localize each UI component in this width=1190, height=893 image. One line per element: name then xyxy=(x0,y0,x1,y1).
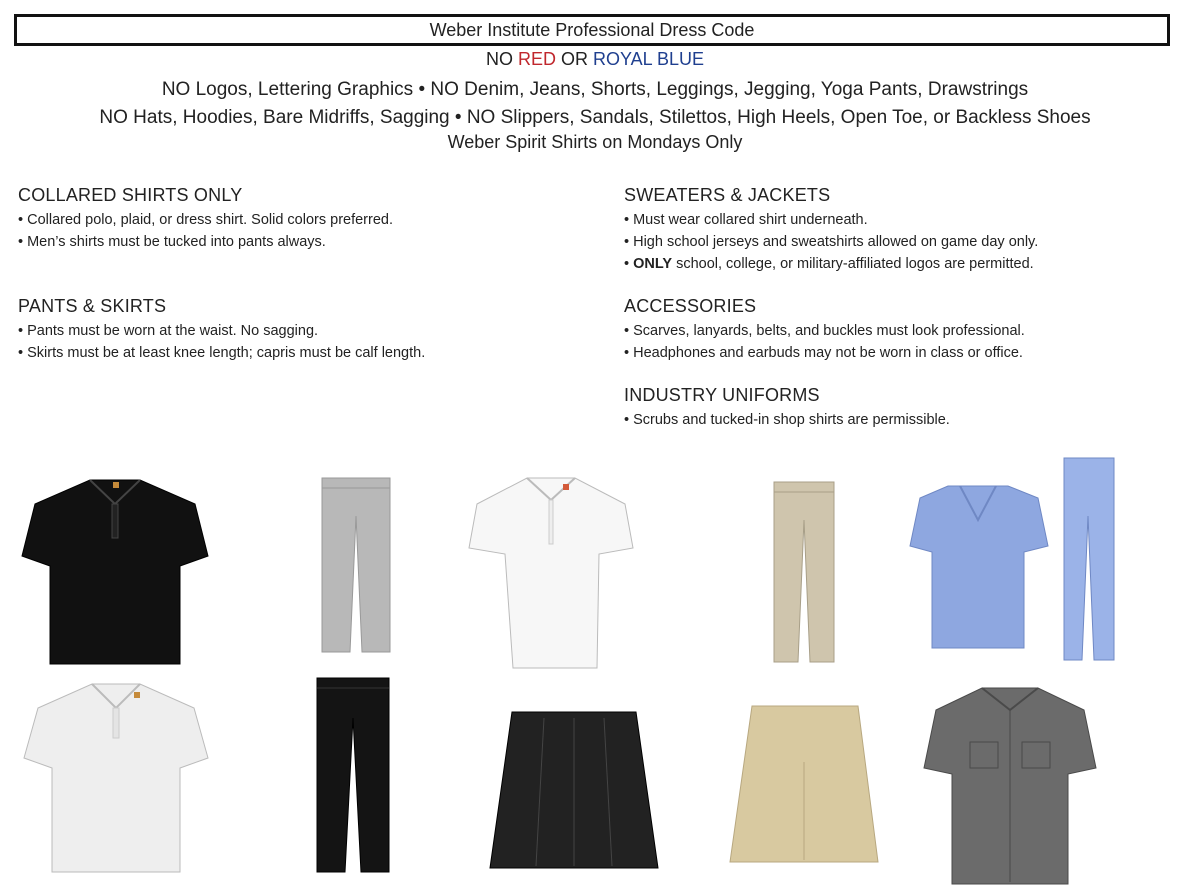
section-sweaters-jackets xyxy=(624,185,1184,275)
bullet-item: • Men’s shirts must be tucked into pants always. xyxy=(18,234,326,250)
section-pants-skirts xyxy=(18,296,578,364)
bullet-text: school, college, or military-affiliated logos are permitted. xyxy=(672,256,1034,272)
khaki-pants-image xyxy=(768,480,840,666)
page-title-box xyxy=(14,14,1170,46)
section-heading: SWEATERS & JACKETS xyxy=(624,185,831,205)
spirit-shirt-line: Weber Spirit Shirts on Mondays Only xyxy=(447,132,743,152)
black-skirt-image xyxy=(488,708,660,872)
white-polo-image xyxy=(22,678,210,876)
bullet-item xyxy=(624,253,1184,275)
black-polo-image xyxy=(20,474,210,674)
restriction-line-logos: NO Logos, Lettering Graphics • NO Denim, Jeans, Shorts, Leggings, Jegging, Yoga Pants, Drawstrings xyxy=(161,79,1029,100)
blue-scrubs-image xyxy=(908,456,1122,668)
bullet-item: • Headphones and earbuds may not be worn in class or office. xyxy=(624,345,1023,361)
section-collared-shirts xyxy=(18,185,578,253)
page-title: Weber Institute Professional Dress Code xyxy=(429,19,755,40)
bullet-item: • Scrubs and tucked-in shop shirts are permissible. xyxy=(624,412,950,428)
color-red-word: RED xyxy=(517,49,556,69)
white-polo-women-image xyxy=(465,472,637,672)
section-heading: ACCESSORIES xyxy=(624,296,757,316)
bullet-item: • Scarves, lanyards, belts, and buckles must look professional. xyxy=(624,323,1025,339)
color-middle: OR xyxy=(555,49,593,69)
restriction-line-hats: NO Hats, Hoodies, Bare Midriffs, Sagging • NO Slippers, Sandals, Stilettos, High Heels, Open Toe, or Backless Shoes xyxy=(99,107,1091,128)
bullet-emphasis: ONLY xyxy=(633,256,673,272)
bullet-item: • Pants must be worn at the waist. No sagging. xyxy=(18,323,319,339)
section-accessories xyxy=(624,296,1184,364)
bullet-item: • Collared polo, plaid, or dress shirt. Solid colors preferred. xyxy=(18,212,393,228)
color-prefix: NO xyxy=(485,49,518,69)
bullet-mark: • xyxy=(624,256,634,272)
khaki-skirt-image xyxy=(728,702,880,866)
grey-pants-image xyxy=(316,476,396,656)
grey-work-shirt-image xyxy=(922,682,1098,888)
bullet-item: • High school jerseys and sweatshirts allowed on game day only. xyxy=(624,234,1039,250)
bullet-item: • Skirts must be at least knee length; capris must be calf length. xyxy=(18,345,426,361)
bullet-item: • Must wear collared shirt underneath. xyxy=(624,212,868,228)
color-restriction-line xyxy=(0,49,1190,70)
color-blue-word: ROYAL BLUE xyxy=(593,49,705,69)
section-heading: PANTS & SKIRTS xyxy=(18,296,167,316)
section-heading: COLLARED SHIRTS ONLY xyxy=(18,185,243,205)
section-heading: INDUSTRY UNIFORMS xyxy=(624,385,820,405)
section-industry-uniforms xyxy=(624,385,1184,431)
black-pants-image xyxy=(311,676,395,876)
